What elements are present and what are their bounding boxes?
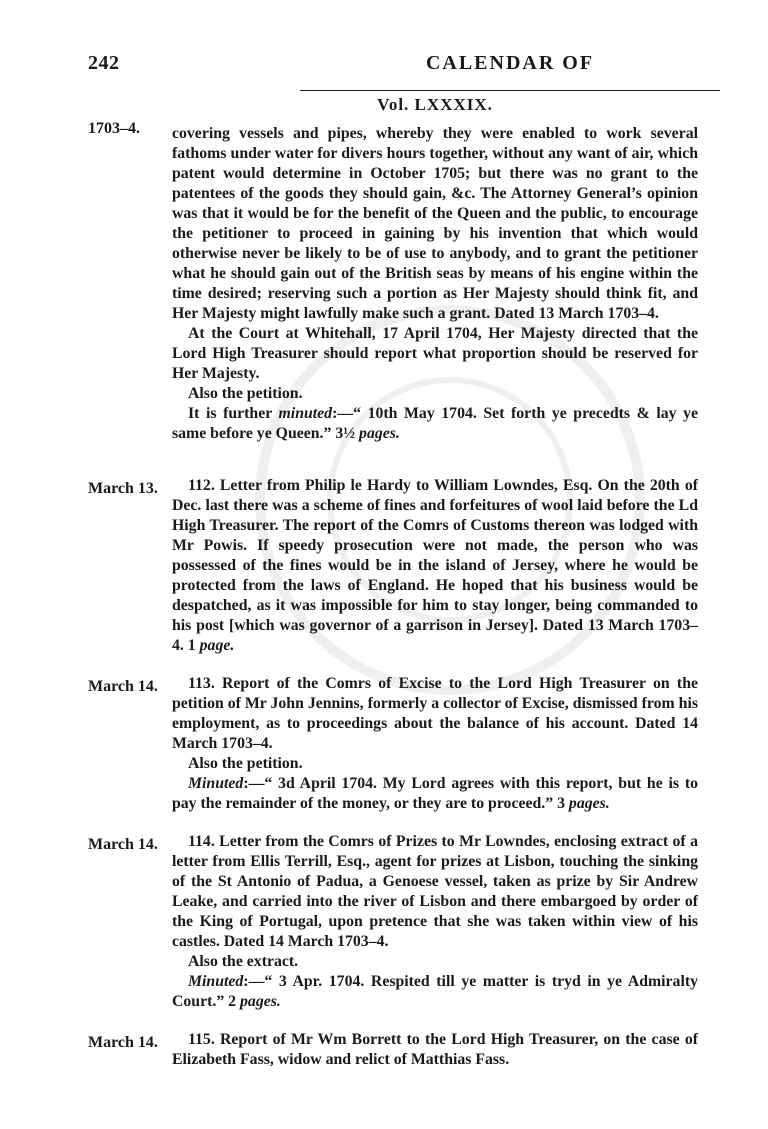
entry-114-text: 114. Letter from the Comrs of Prizes to Mr Lowndes, enclosing extract of a letter from Ellis Terrill, Esq., agent for prizes at Lisbon, touching the sinking of the St Antonio of Padua, a Genoese vessel, taken as prize by Sir Andrew Leake, and carried into the river of Lisbon and there embargoed by order of the King of Portugal, upon pretence that she was taken within view of his castles. Dated 14 March 1703–4. — [172, 833, 698, 950]
entry-113 — [172, 674, 698, 814]
margin-date-112: March 13. — [88, 480, 158, 497]
volume-heading: Vol. LXXXIX. — [377, 95, 493, 114]
running-title: CALENDAR OF — [425, 52, 595, 74]
entry-114 — [172, 832, 698, 1012]
entry-112-text — [172, 476, 698, 656]
entry-continuation — [172, 124, 698, 444]
entry-113-minute — [172, 774, 698, 814]
minuted-word: Minuted — [188, 775, 244, 792]
entry-113-pages: pages. — [568, 795, 610, 812]
entry-115 — [172, 1030, 698, 1070]
page-header — [0, 52, 768, 82]
entry-114-minute — [172, 972, 698, 1012]
entry-113-minute-text: :—“ 3d April 1704. My Lord agrees with this report, but he is to pay the remainder of the money, or they are to proceed.” 3 — [172, 775, 698, 812]
entry-114-minute-text: :—“ 3 Apr. 1704. Respited till ye matter is tryd in ye Admiralty Court.” 2 — [172, 973, 698, 1010]
continuation-paragraph: covering vessels and pipes, whereby they were enabled to work several fathoms under water for divers hours together, without any want of air, which patent would determine in October 1705; but there was no grant to the patentees of the goods they should gain, &c. The Attorney General’s opinion was that it would be for the benefit of the Queen and the public, to encourage the petitioner to proceed in gaining by his invention that which would otherwise never be likely to be of use to anybody, and to grant the petitioner what he should gain out of the British seas by means of his engine within the time desired; reserving such a portion as Her Majesty should think fit, and Her Majesty might lawfully make such a grant. Dated 13 March 1703–4. — [172, 125, 698, 322]
header-rule — [300, 90, 720, 91]
entry-115-text: 115. Report of Mr Wm Borrett to the Lord High Treasurer, on the case of Elizabeth Fass, widow and relict of Matthias Fass. — [172, 1031, 698, 1068]
entry-112 — [172, 476, 698, 656]
entry-112-pages: page. — [199, 637, 235, 654]
minute-line — [172, 404, 698, 444]
pages-word: pages. — [359, 425, 400, 442]
entry-114-pages: pages. — [240, 993, 281, 1010]
page-number: 242 — [88, 52, 120, 74]
minute-prefix: It is further — [188, 405, 279, 422]
margin-date-114: March 14. — [88, 836, 158, 853]
entry-113-also: Also the petition. — [188, 755, 303, 772]
minute-text: :—“ 10th May 1704. Set forth ye precedts & lay ye same before ye Queen.” 3½ — [172, 405, 699, 442]
entry-112-body: 112. Letter from Philip le Hardy to William Lowndes, Esq. On the 20th of Dec. last there was a scheme of fines and forfeitures of wool laid before the Ld High Treasurer. The report of the Comrs of Customs thereon was lodged with Mr Powis. If speedy prosecution were not made, the person who was possessed of the fines would be in the island of Jersey, where he would be protected from the laws of England. He hoped that his business would be despatched, as it was impossible for him to stay longer, being commanded to his post [which was governor of a garrison in Jersey]. Dated 13 March 1703–4. 1 — [172, 477, 698, 654]
margin-date-113: March 14. — [88, 678, 158, 695]
margin-date-115: March 14. — [88, 1034, 158, 1051]
entry-113-text: 113. Report of the Comrs of Excise to the Lord High Treasurer on the petition of Mr John Jennins, formerly a collector of Excise, dismissed from his employment, as to proceedings about the balance of his account. Dated 14 March 1703–4. — [172, 675, 698, 752]
court-order-paragraph: At the Court at Whitehall, 17 April 1704, Her Majesty directed that the Lord High Treasurer should report what proportion should be reserved for Her Majesty. — [172, 325, 698, 382]
also-petition-line: Also the petition. — [188, 385, 303, 402]
minuted-word: Minuted — [188, 973, 244, 990]
entry-114-also: Also the extract. — [188, 953, 299, 970]
minuted-word: minuted — [278, 405, 333, 422]
margin-year: 1703–4. — [88, 120, 140, 137]
